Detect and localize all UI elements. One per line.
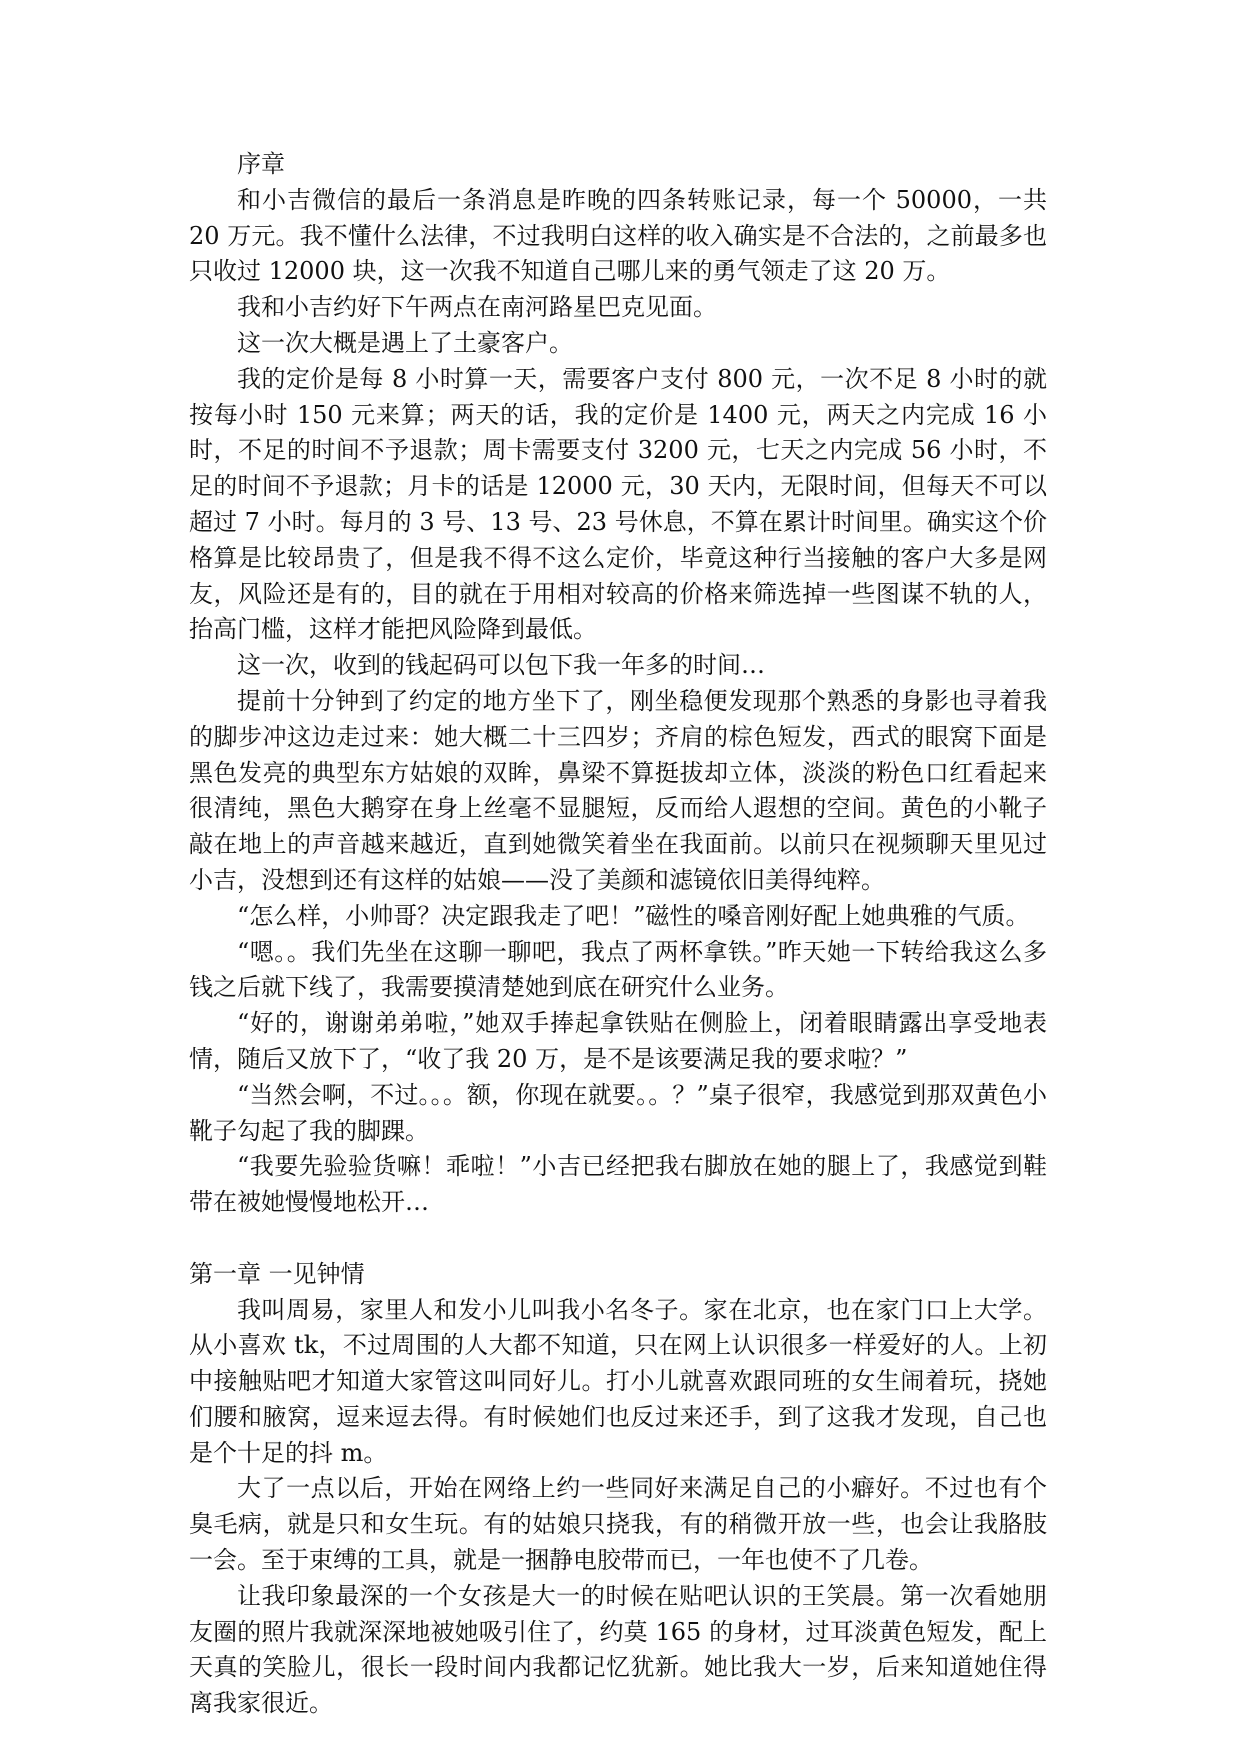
- prologue-title: 序章: [237, 150, 285, 178]
- paragraph: 和小吉微信的最后一条消息是昨晚的四条转账记录，每一个 50000，一共 20 万元。我不懂什么法律，不过我明白这样的收入确实是不合法的，之前最多也只收过 12000 块，这一次我不知道自己哪儿来的勇气领走了这 20 万。: [189, 185, 1047, 286]
- document-body: [189, 147, 1047, 1722]
- paragraph: 我叫周易，家里人和发小儿叫我小名冬子。家在北京，也在家门口上大学。从小喜欢 tk，不过周围的人大都不知道，只在网上认识很多一样爱好的人。上初中接触贴吧才知道大家管这叫同好儿。打小儿就喜欢跟同班的女生闹着玩，挠她们腰和腋窝，逗来逗去得。有时候她们也反过来还手，到了这我才发现，自己也是个十足的抖 m。: [189, 1295, 1047, 1467]
- paragraph: 我和小吉约好下午两点在南河路星巴克见面。: [237, 293, 717, 322]
- paragraph: 大了一点以后，开始在网络上约一些同好来满足自己的小癖好。不过也有个臭毛病，就是只和女生玩。有的姑娘只挠我，有的稍微开放一些，也会让我胳肢一会。至于束缚的工具，就是一捆静电胶带而已，一年也使不了几卷。: [189, 1474, 1047, 1575]
- paragraph: “好的，谢谢弟弟啦，”她双手捧起拿铁贴在侧脸上，闭着眼睛露出享受地表情，随后又放下了，“收了我 20 万，是不是该要满足我的要求啦？”: [189, 1009, 1047, 1073]
- paragraph: “我要先验验货嘛！乖啦！”小吉已经把我右脚放在她的腿上了，我感觉到鞋带在被她慢慢地松开…: [189, 1152, 1047, 1217]
- paragraph: 这一次，收到的钱起码可以包下我一年多的时间…: [237, 651, 765, 680]
- paragraph: 让我印象最深的一个女孩是大一的时候在贴吧认识的王笑晨。第一次看她朋友圈的照片我就深深地被她吸引住了，约莫 165 的身材，过耳淡黄色短发，配上天真的笑脸儿，很长一段时间内我都记忆犹新。她比我大一岁，后来知道她住得离我家很近。: [189, 1581, 1047, 1718]
- paragraph: “怎么样，小帅哥？决定跟我走了吧！”磁性的嗓音刚好配上她典雅的气质。: [237, 901, 1030, 930]
- paragraph: 这一次大概是遇上了土豪客户。: [237, 328, 573, 357]
- paragraph: “嗯。。我们先坐在这聊一聊吧，我点了两杯拿铁。”昨天她一下转给我这么多钱之后就下线了，我需要摸清楚她到底在研究什么业务。: [189, 937, 1047, 1002]
- paragraph: “当然会啊，不过。。。额，你现在就要。。？”桌子很窄，我感觉到那双黄色小靴子勾起了我的脚踝。: [189, 1080, 1047, 1145]
- chapter-title: 第一章 一见钟情: [189, 1259, 365, 1288]
- paragraph: 提前十分钟到了约定的地方坐下了，刚坐稳便发现那个熟悉的身影也寻着我的脚步冲这边走过来：她大概二十三四岁；齐肩的棕色短发，西式的眼窝下面是黑色发亮的典型东方姑娘的双眸，鼻梁不算挺拔却立体，淡淡的粉色口红看起来很清纯，黑色大鹅穿在身上丝毫不显腿短，反而给人遐想的空间。黄色的小靴子敲在地上的声音越来越近，直到她微笑着坐在我面前。以前只在视频聊天里见过小吉，没想到还有这样的姑娘——没了美颜和滤镜依旧美得纯粹。: [189, 686, 1047, 894]
- paragraph: 我的定价是每 8 小时算一天，需要客户支付 800 元，一次不足 8 小时的就按每小时 150 元来算；两天的话，我的定价是 1400 元，两天之内完成 16 小时，不足的时间不予退款；周卡需要支付 3200 元，七天之内完成 56 小时，不足的时间不予退款；月卡的话是 12000 元，30 天内，无限时间，但每天不可以超过 7 小时。每月的 3 号、13 号、23 号休息，不算在累计时间里。确实这个价格算是比较昂贵了，但是我不得不这么定价，毕竟这种行当接触的客户大多是网友，风险还是有的，目的就在于用相对较高的价格来筛选掉一些图谋不轨的人，抬高门槛，这样才能把风险降到最低。: [189, 364, 1047, 644]
